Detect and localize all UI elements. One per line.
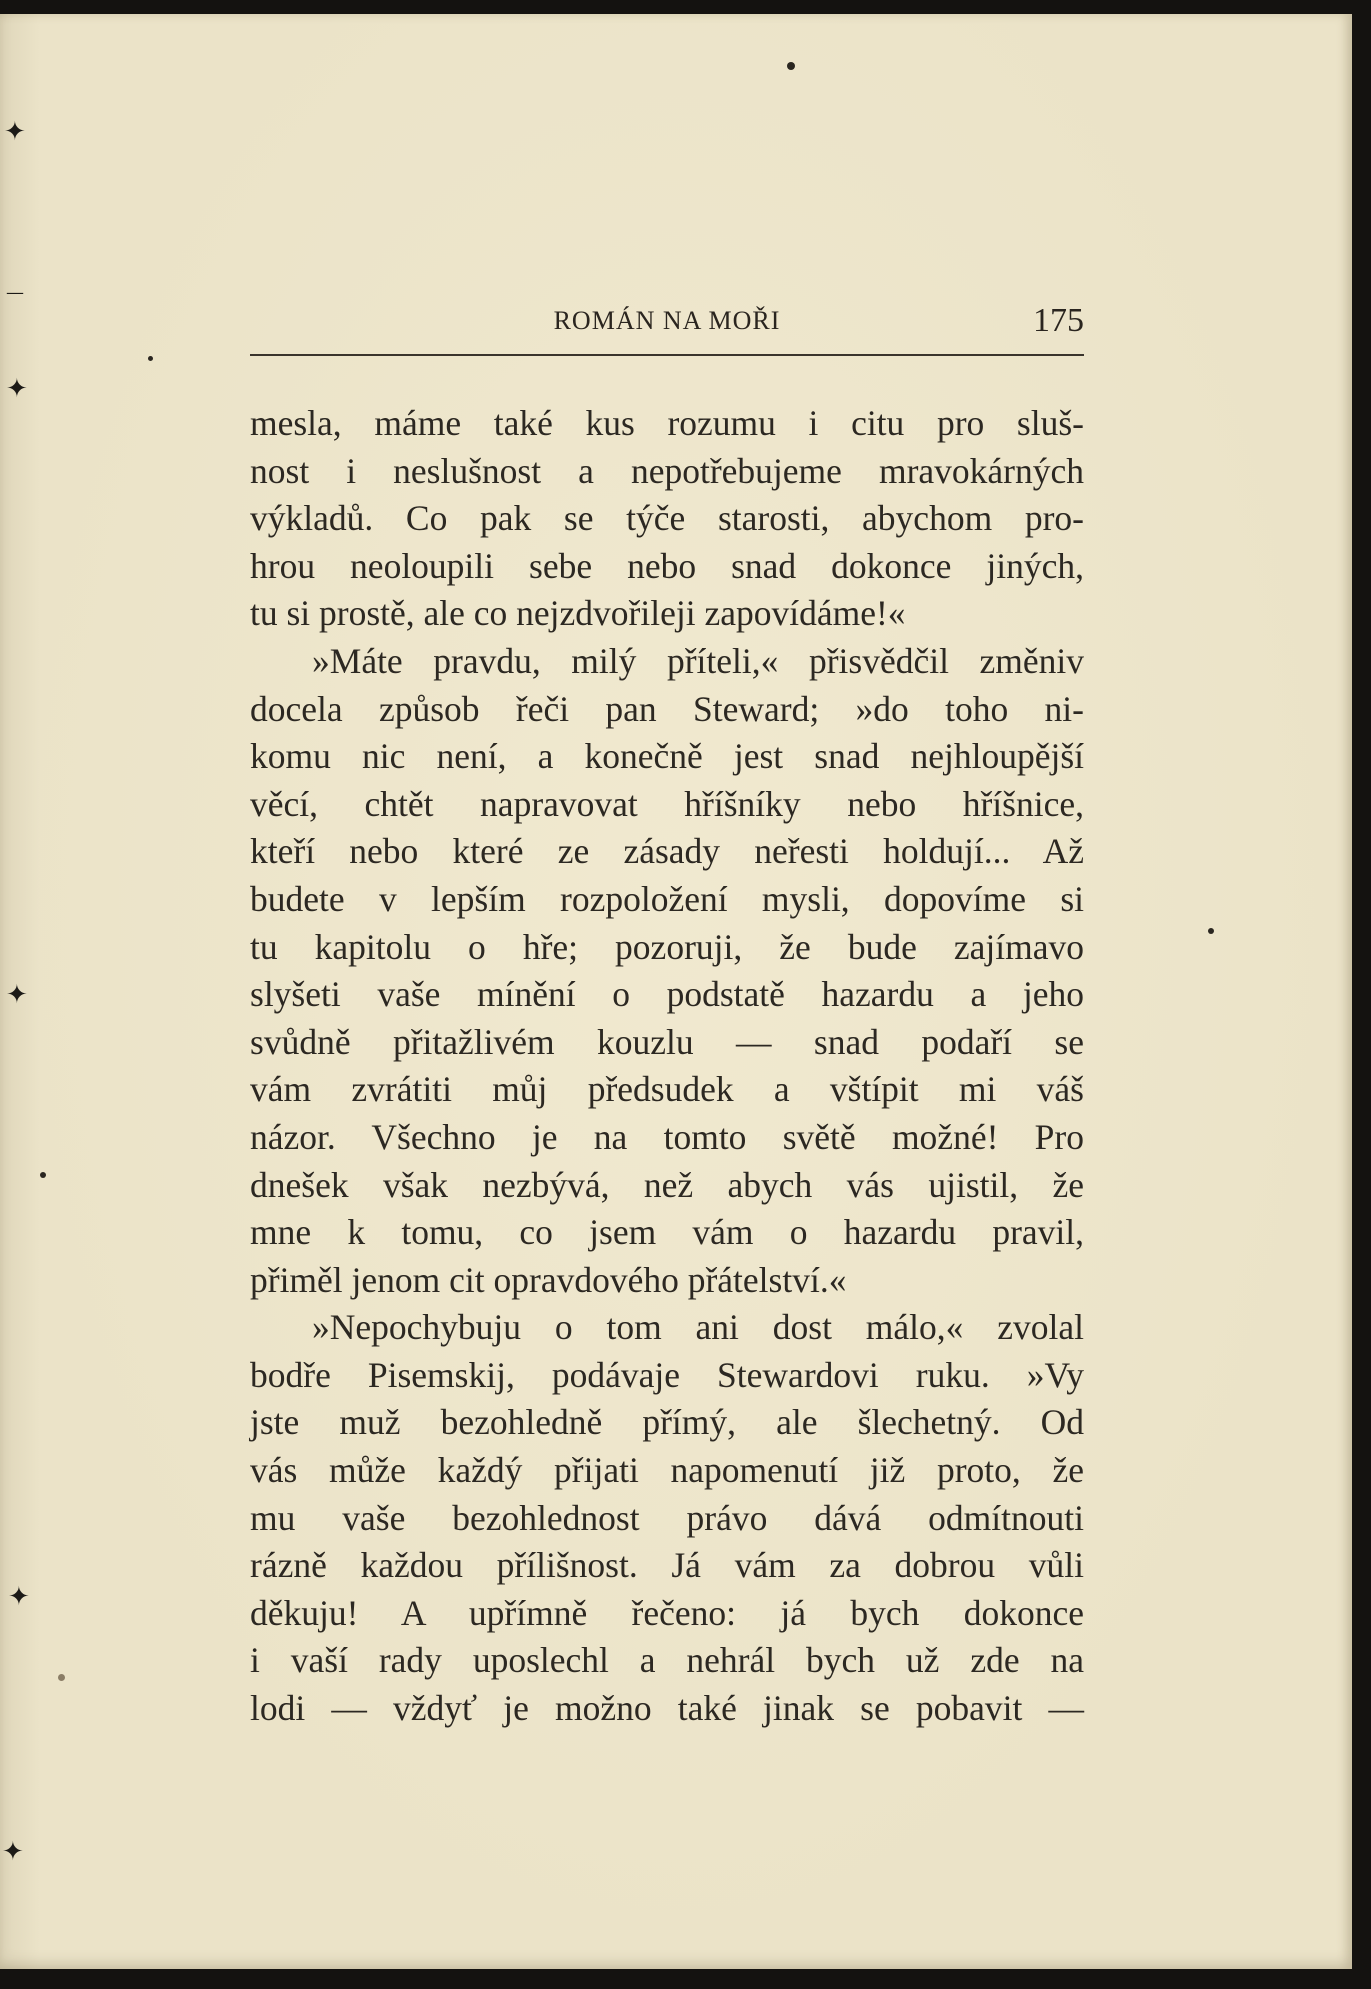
text-line: vám zvrátiti můj předsudek a vštípit mi váš bbox=[250, 1069, 1084, 1110]
text-line: komu nic není, a konečně jest snad nejhloupější bbox=[250, 736, 1084, 777]
text-line: i vaší rady uposlechl a nehrál bych už zde na bbox=[250, 1640, 1084, 1681]
text-line: »Nepochybuju o tom ani dost málo,« zvolal bbox=[312, 1307, 1084, 1348]
margin-ornament: ✦ bbox=[8, 1582, 30, 1612]
text-line: věcí, chtět napravovat hříšníky nebo hříšnice, bbox=[250, 783, 1084, 824]
margin-ornament: ✦ bbox=[4, 117, 26, 147]
text-line: mu vaše bezohlednost právo dává odmítnouti bbox=[250, 1497, 1084, 1538]
text-line: hrou neoloupili sebe nebo snad dokonce jiných, bbox=[250, 545, 1084, 586]
margin-ornament: ✦ bbox=[6, 980, 28, 1010]
text-line: bodře Pisemskij, podávaje Stewardovi ruku. »Vy bbox=[250, 1354, 1084, 1395]
text-line: děkuju! A upřímně řečeno: já bych dokonce bbox=[250, 1592, 1084, 1633]
margin-ornament: ✦ bbox=[2, 1837, 24, 1867]
text-line: docela způsob řeči pan Steward; »do toho ni- bbox=[250, 688, 1084, 729]
ink-speck bbox=[40, 1172, 46, 1178]
body-text bbox=[250, 400, 1084, 1733]
text-line: nost i neslušnost a nepotřebujeme mravokárných bbox=[250, 450, 1084, 491]
text-line: dnešek však nezbývá, než abych vás ujistil, že bbox=[250, 1164, 1084, 1205]
text-line: přiměl jenom cit opravdového přátelství.« bbox=[250, 1259, 847, 1300]
running-title: ROMÁN NA MOŘI bbox=[553, 306, 781, 335]
text-line: kteří nebo které ze zásady neřesti holdují... Až bbox=[250, 831, 1084, 872]
ink-speck bbox=[148, 356, 153, 361]
text-line: svůdně přitažlivém kouzlu — snad podaří se bbox=[250, 1021, 1084, 1062]
page-number: 175 bbox=[1033, 302, 1084, 339]
text-line: mne k tomu, co jsem vám o hazardu pravil, bbox=[250, 1212, 1084, 1253]
text-line: tu si prostě, ale co nejzdvořileji zapovídáme!« bbox=[250, 593, 906, 634]
text-line: lodi — vždyť je možno také jinak se pobavit — bbox=[250, 1688, 1084, 1729]
text-line: výkladů. Co pak se týče starosti, abychom pro- bbox=[250, 498, 1084, 539]
ink-speck bbox=[58, 1674, 65, 1681]
ink-speck bbox=[787, 62, 795, 70]
text-line: budete v lepším rozpoložení mysli, dopovíme si bbox=[250, 878, 1084, 919]
text-line: rázně každou přílišnost. Já vám za dobrou vůli bbox=[250, 1545, 1084, 1586]
text-line: názor. Všechno je na tomto světě možné! Pro bbox=[250, 1116, 1084, 1157]
text-line: tu kapitolu o hře; pozoruji, že bude zajímavo bbox=[250, 926, 1084, 967]
margin-ornament: — bbox=[6, 282, 24, 303]
text-line: vás může každý přijati napomenutí již proto, že bbox=[250, 1450, 1084, 1491]
ink-speck bbox=[1208, 928, 1214, 934]
page-header bbox=[250, 284, 1084, 356]
book-page bbox=[0, 14, 1352, 1969]
text-line: »Máte pravdu, milý příteli,« přisvědčil změniv bbox=[312, 640, 1084, 681]
text-line: slyšeti vaše mínění o podstatě hazardu a jeho bbox=[250, 974, 1084, 1015]
text-line: mesla, máme také kus rozumu i citu pro sluš- bbox=[250, 403, 1084, 443]
margin-ornament: ✦ bbox=[6, 374, 28, 404]
text-line: jste muž bezohledně přímý, ale šlechetný. Od bbox=[250, 1402, 1084, 1443]
